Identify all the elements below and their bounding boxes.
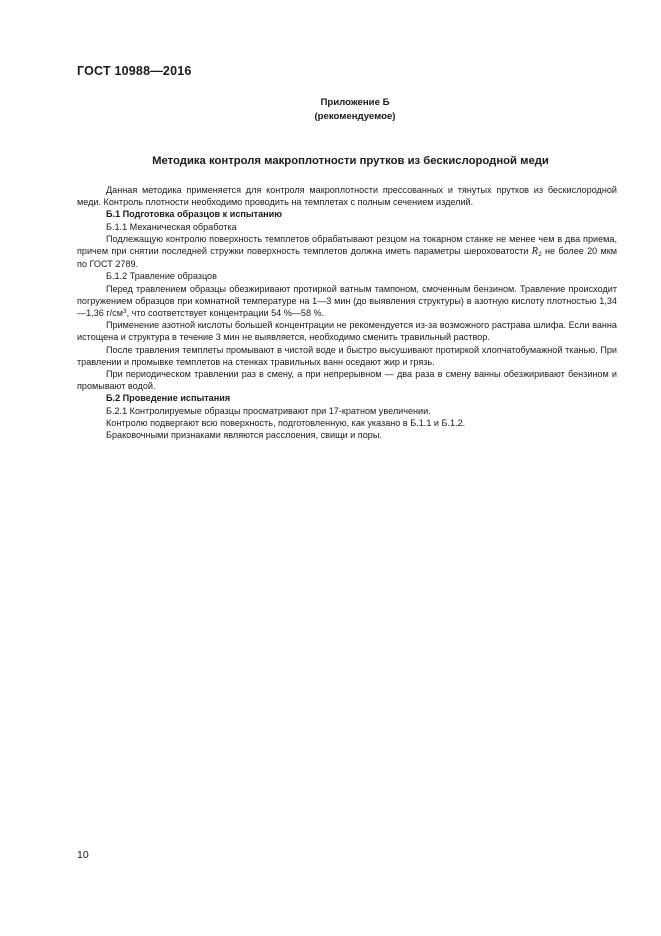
etching-paragraph-1 xyxy=(77,283,617,320)
intro-paragraph: Данная методика применяется для контроля макроплотности прессованных и тянутых прутков из бескислородной меди. Контроль плотности необходимо проводить на темплетах с полным сечением изделий. xyxy=(77,185,617,208)
page-number: 10 xyxy=(77,849,89,861)
etching-paragraph-4: При периодическом травлении раз в смену, а при непрерывном — два раза в смену ванны обезжиривают бензином и промывают водой. xyxy=(77,369,617,392)
etching-paragraph-3: После травления темплеты промывают в чистой воде и быстро высушивают протиркой хлопчатобумажной тканью. При травлении и промывке темплетов на стенках травильных ванн оседают жир и грязь. xyxy=(77,344,617,367)
roughness-limit: не более 20 мкм по ГОСТ 2789. xyxy=(77,246,617,270)
appendix-status: (рекомендуемое) xyxy=(314,111,396,122)
testing-paragraph-3: Браковочными признаками являются расслоения, свищи и поры. xyxy=(106,430,382,441)
etching-paragraph-2: Применение азотной кислоты большей концентрации не рекомендуется из-за возможного растрава шлифа. Если ванна истощена и структура в течение 3 мин не выявляется, необходимо сменить травильный раствор. xyxy=(77,320,617,343)
appendix-title: Приложение Б xyxy=(320,97,390,108)
testing-paragraph-2: Контролю подвергают всю поверхность, подготовленную, как указано в Б.1.1 и Б.1.2. xyxy=(106,417,466,428)
section-b1-heading: Б.1 Подготовка образцов к испытанию xyxy=(106,209,283,220)
roughness-text: Подлежащую контролю поверхность темплетов обрабатывают резцом на токарном станке не менее чем в два приема, причем при снятии последней стружки поверхность темплетов должна иметь параметры шероховатости xyxy=(77,233,617,257)
etching-text: Перед травлением образцы обезжиривают протиркой ватным тампоном, смоченным бензином. Травление происходит погружением образцов при комнатной температуре на 1—3 мин (до выявления структуры) в азотную кислоту плотностью 1,34—1,36 г/см xyxy=(77,283,617,319)
subsection-b2-1: Б.2.1 Контролируемые образцы просматривают при 17-кратном увеличении. xyxy=(106,405,431,416)
subsection-b1-1-heading: Б.1.1 Механическая обработка xyxy=(106,221,237,232)
standard-code: ГОСТ 10988—2016 xyxy=(77,64,192,78)
roughness-subscript: 2 xyxy=(538,251,542,259)
section-b2-heading: Б.2 Проведение испытания xyxy=(106,393,231,404)
roughness-symbol: R xyxy=(531,246,539,258)
concentration-text: , что соответствует концентрации 54 %—58 %. xyxy=(126,308,325,319)
appendix-label xyxy=(280,96,430,124)
subsection-b1-1-text xyxy=(77,233,617,271)
subsection-b1-2-heading: Б.1.2 Травление образцов xyxy=(106,271,217,282)
document-title: Методика контроля макроплотности прутков из бескислородной меди xyxy=(152,155,549,167)
density-unit-superscript: 3 xyxy=(122,308,127,316)
document-body xyxy=(77,184,617,441)
